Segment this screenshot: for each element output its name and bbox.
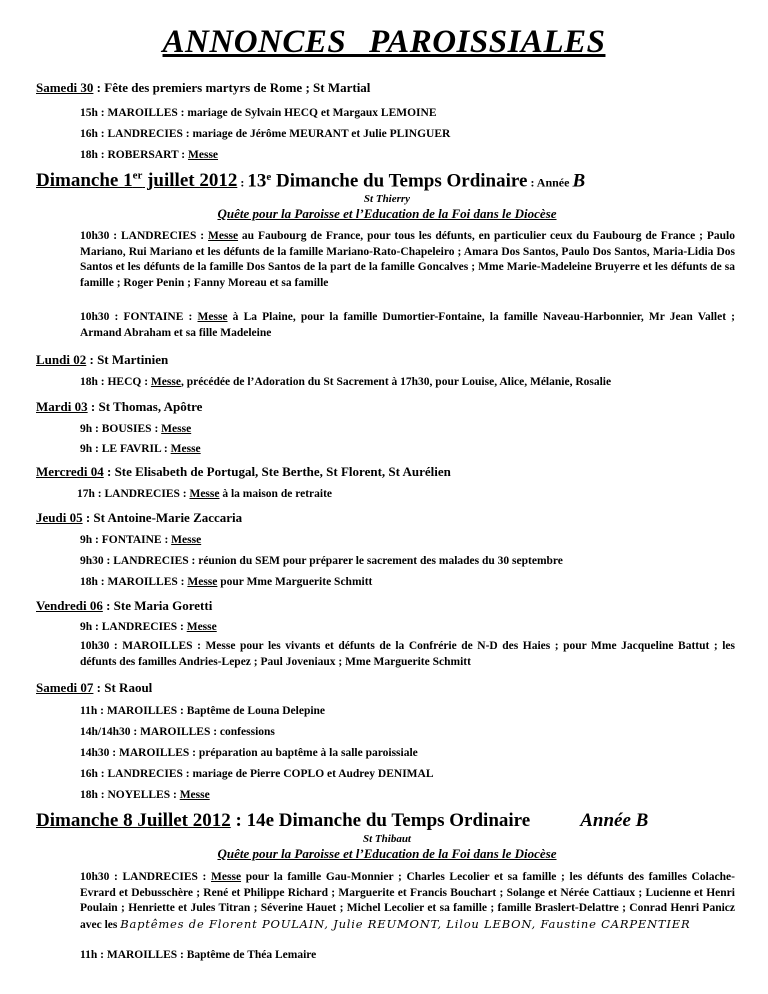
superscript: er: [132, 170, 143, 182]
quete-line: Quête pour la Paroisse et l’Education de la Foi dans le Diocèse: [217, 846, 557, 861]
sunday-title: Dimanche du Temps Ordinaire: [271, 170, 528, 192]
day-date: Samedi 07: [36, 680, 94, 695]
entry: [80, 620, 735, 636]
entry-text: à La Plaine, pour la famille Dumortier-Fontaine, la famille Naveau-Harbonnier, Mr Jean Vallet ; Armand Abraham et sa fille Madeleine: [80, 311, 735, 339]
entry: [80, 575, 735, 591]
day-date: Samedi 30: [36, 80, 94, 95]
messe-label: Messe: [197, 311, 228, 323]
sunday-title: : 14e Dimanche du Temps Ordinaire: [230, 810, 531, 831]
entry: [80, 870, 735, 933]
entry-prefix: 18h : HECQ :: [80, 376, 151, 388]
messe-label: Messe: [187, 576, 218, 588]
page-title: ANNONCES PAROISSIALES: [162, 24, 606, 60]
sunday-saint: St Thibaut: [363, 833, 411, 845]
day-saint: : St Antoine-Marie Zaccaria: [82, 510, 243, 525]
day-date: Mercredi 04: [36, 464, 104, 479]
entry-prefix: 17h : LANDRECIES :: [77, 488, 190, 500]
sunday-date: [36, 170, 237, 191]
annee-value: B: [572, 170, 586, 192]
entry-prefix: 10h30 : LANDRECIES :: [80, 230, 209, 242]
entry-prefix: 9h : LANDRECIES :: [80, 621, 187, 633]
day-heading-mercredi-04: [36, 464, 736, 480]
sunday-saint: St Thierry: [363, 193, 411, 205]
messe-label: Messe: [189, 488, 220, 500]
day-heading-mardi-03: [36, 399, 736, 415]
entry: 9h30 : LANDRECIES : réunion du SEM pour préparer le sacrement des malades du 30 septembre: [80, 555, 563, 567]
entry-text: , précédée de l’Adoration du St Sacrement à 17h30, pour Louise, Alice, Mélanie, Rosalie: [180, 376, 612, 388]
messe-label: Messe: [179, 789, 210, 801]
entry-prefix: 10h30 : LANDRECIES :: [80, 871, 212, 883]
day-heading-vendredi-06: [36, 598, 736, 614]
day-heading-lundi-02: [36, 352, 736, 368]
entry: 16h : LANDRECIES : mariage de Jérôme MEURANT et Julie PLINGUER: [80, 128, 451, 140]
entry: [80, 788, 735, 804]
entry: [80, 310, 735, 341]
messe-label: Messe: [188, 149, 219, 161]
day-saint: : Ste Maria Goretti: [102, 598, 213, 613]
messe-label: Messe: [150, 376, 181, 388]
sunday-date: Dimanche 8 Juillet 2012: [36, 810, 231, 831]
annee-label: : Année: [527, 175, 573, 190]
entry-prefix: 10h30 : FONTAINE :: [80, 311, 198, 323]
day-date: Lundi 02: [36, 352, 87, 367]
entry: 15h : MAROILLES : mariage de Sylvain HECQ et Margaux LEMOINE: [80, 107, 437, 119]
messe-label: Messe: [170, 443, 201, 455]
day-saint: : Fête des premiers martyrs de Rome ; St Martial: [93, 80, 371, 95]
superscript: e: [266, 171, 272, 183]
entry: [80, 533, 735, 549]
annee-value: Année B: [580, 810, 649, 831]
entry-text: à la maison de retraite: [219, 488, 333, 500]
entry: [80, 442, 735, 458]
entry-text: pour la famille Gau-Monnier ; Charles Lecolier et sa famille ; les défunts des familles Colache-Evrard et Debusschère ; René et Philippe Richard ; Marguerite et Francis Bouchart ; Solange et Nérée Cattiaux ; Lucienne et Henri Poulain ; Henriette et Jules Titran ; Séverine Hauet ; Michel Lecolier et sa famille ; famille Braslert-Delattre ; Conrad Henri Panicz avec les: [80, 871, 735, 931]
entry-prefix: 9h : LE FAVRIL :: [80, 443, 171, 455]
day-saint: : St Martinien: [86, 352, 169, 367]
entry: 14h30 : MAROILLES : préparation au baptême à la salle paroissiale: [80, 747, 418, 759]
entry: [77, 487, 732, 503]
bapteme-names: Baptêmes de Florent POULAIN, Julie REUMONT, Lilou LEBON, Faustine CARPENTIER: [120, 916, 691, 931]
day-heading-samedi-07: [36, 680, 736, 696]
sunday-number: 13: [247, 170, 267, 192]
day-saint: : Ste Elisabeth de Portugal, Ste Berthe, St Florent, St Aurélien: [103, 464, 451, 479]
day-date: Vendredi 06: [36, 598, 103, 613]
entry: 11h : MAROILLES : Baptême de Louna Delepine: [80, 705, 326, 717]
day-date: Jeudi 05: [36, 510, 83, 525]
sunday-heading-8-juillet: [36, 810, 741, 832]
sunday-day: Dimanche 1: [36, 170, 133, 192]
day-saint: : St Thomas, Apôtre: [87, 399, 203, 414]
sunday-month: juillet 2012: [142, 170, 238, 192]
day-heading-jeudi-05: [36, 510, 736, 526]
day-date: Mardi 03: [36, 399, 88, 414]
messe-label: Messe: [161, 423, 192, 435]
entry: 14h/14h30 : MAROILLES : confessions: [80, 726, 275, 738]
entry: [80, 148, 735, 164]
entry: 11h : MAROILLES : Baptême de Théa Lemaire: [80, 949, 317, 961]
separator: :: [237, 175, 248, 190]
quete-line: Quête pour la Paroisse et l’Education de la Foi dans le Diocèse: [217, 206, 557, 221]
messe-label: Messe: [208, 230, 239, 242]
entry-prefix: 18h : MAROILLES :: [80, 576, 188, 588]
entry: 10h30 : MAROILLES : Messe pour les vivants et défunts de la Confrérie de N-D des Haies ; pour Mme Jacqueline Battut ; les défunts des familles Andries-Lepez ; Paul Joveniaux ; Mme Marguerite Schmitt: [80, 640, 735, 668]
messe-label: Messe: [186, 621, 217, 633]
day-heading-samedi-30: [36, 80, 736, 96]
messe-label: Messe: [171, 534, 202, 546]
entry: [80, 229, 735, 291]
entry-prefix: 18h : NOYELLES :: [80, 789, 180, 801]
entry-prefix: 9h : FONTAINE :: [80, 534, 172, 546]
entry-prefix: 9h : BOUSIES :: [80, 423, 162, 435]
entry-prefix: 18h : ROBERSART :: [80, 149, 189, 161]
day-saint: : St Raoul: [93, 680, 153, 695]
messe-label: Messe: [211, 871, 242, 883]
entry: 16h : LANDRECIES : mariage de Pierre COPLO et Audrey DENIMAL: [80, 768, 434, 780]
entry: [80, 375, 735, 391]
sunday-heading-1-juillet: [36, 170, 741, 192]
entry-text: au Faubourg de France, pour tous les défunts, en particulier ceux du Faubourg de France ; Paulo Mariano, Rui Mariano et les défunts de la famille Mariano-Rato-Chapeleiro ; Amara Dos Santos, Paulo Dos Santos, Maria-Lidia Dos Santos et les défunts de la famille Dos Santos de la part de la famille Goncalves ; Mme Marie-Madeleine Bruyerre et les défunts de sa famille ; Roger Penin ; Fanny Moreau et sa famille: [80, 230, 736, 289]
entry: [80, 422, 735, 438]
entry-text: pour Mme Marguerite Schmitt: [217, 576, 373, 588]
